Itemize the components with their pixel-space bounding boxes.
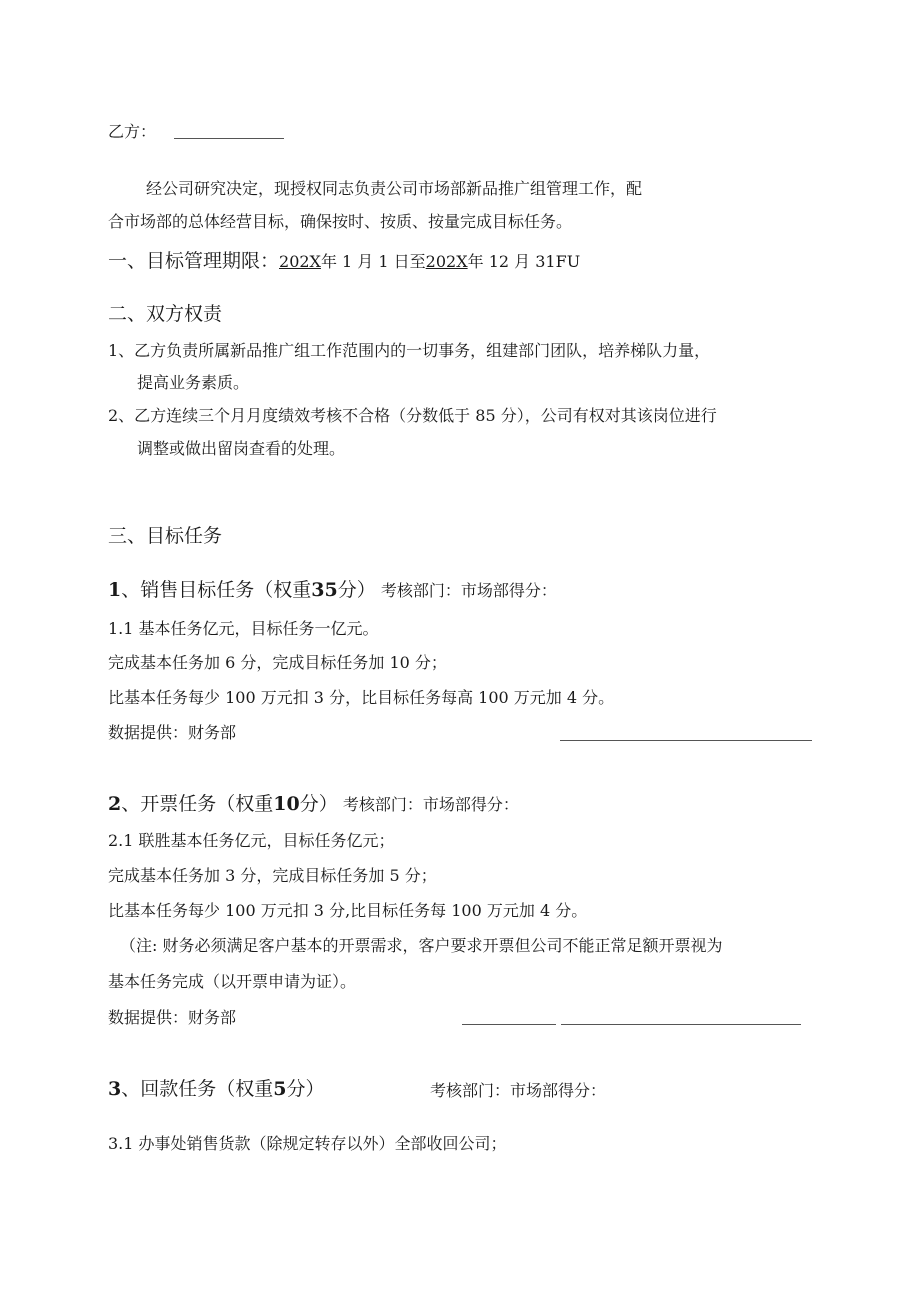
section1-year-end: 202X: [425, 252, 468, 271]
section1-heading: [108, 249, 580, 273]
party-b-label: 乙方：: [108, 122, 157, 141]
task1-line-3: 比基本任务每少 100 万元扣 3 分，比目标任务每高 100 万元加 4 分。: [108, 688, 615, 707]
section2-item1-line2: 提高业务素质。: [137, 373, 250, 392]
section3-heading: 三、目标任务: [108, 525, 223, 547]
party-b-blank: [174, 138, 284, 139]
task1-title: 、销售目标任务（权重: [121, 579, 312, 601]
task2-unit: 分）: [299, 793, 338, 815]
intro-line-2: 合市场部的总体经营目标，确保按时、按质、按量完成目标任务。: [108, 212, 573, 231]
task3-weight: 5: [273, 1078, 287, 1100]
section1-mid: 年 1 月 1 日至: [320, 252, 426, 271]
task3-heading: [108, 1077, 325, 1101]
intro-line-1: 经公司研究决定，现授权同志负责公司市场部新品推广组管理工作，配: [146, 179, 643, 198]
task2-signature-line-b: [561, 1024, 801, 1025]
section2-item2-line1: 2、乙方连续三个月月度绩效考核不合格（分数低于 85 分），公司有权对其该岗位进行: [108, 406, 717, 425]
task2-line-3: 比基本任务每少 100 万元扣 3 分,比目标任务每 100 万元加 4 分。: [108, 901, 588, 920]
section1-year-start: 202X: [279, 252, 321, 271]
task2-line-1: 2.1 联胜基本任务亿元，目标任务亿元；: [108, 831, 395, 850]
task1-unit: 分）: [337, 579, 376, 601]
section1-title: 一、目标管理期限：: [108, 250, 280, 272]
section2-item2-line2: 调整或做出留岗查看的处理。: [137, 439, 346, 458]
task1-line-2: 完成基本任务加 6 分，完成目标任务加 10 分；: [108, 653, 447, 672]
task1-dept: 考核部门：市场部得分：: [380, 581, 557, 600]
task3-num: 3: [108, 1078, 122, 1100]
task2-note-2: 基本任务完成（以开票申请为证）。: [108, 972, 357, 991]
task2-weight: 10: [273, 793, 300, 815]
task2-heading: [108, 792, 519, 816]
task2-title: 、开票任务（权重: [121, 793, 274, 815]
task2-num: 2: [108, 793, 122, 815]
task3-unit: 分）: [286, 1078, 325, 1100]
section1-end: 年 12 月 31FU: [467, 252, 581, 271]
task1-weight: 35: [311, 579, 338, 601]
task1-num: 1: [108, 579, 122, 601]
task1-signature-line: [560, 740, 812, 741]
task2-signature-line-a: [462, 1024, 556, 1025]
task2-dept: 考核部门：市场部得分：: [342, 795, 519, 814]
task1-heading: [108, 578, 557, 602]
task3-title: 、回款任务（权重: [121, 1078, 274, 1100]
task1-data-source: 数据提供：财务部: [108, 723, 237, 742]
task3-line-1: 3.1 办事处销售货款（除规定转存以外）全部收回公司；: [108, 1134, 507, 1153]
task2-line-2: 完成基本任务加 3 分，完成目标任务加 5 分；: [108, 866, 437, 885]
task2-data-source: 数据提供：财务部: [108, 1008, 237, 1027]
section2-heading: 二、双方权责: [108, 303, 223, 325]
section2-item1-line1: 1、乙方负责所属新品推广组工作范围内的一切事务，组建部门团队，培养梯队力量，: [108, 341, 711, 360]
task1-line-1: 1.1 基本任务亿元，目标任务一亿元。: [108, 619, 379, 638]
task2-note-1: （注: 财务必须满足客户基本的开票需求，客户要求开票但公司不能正常足额开票视为: [120, 936, 723, 955]
task3-dept: 考核部门：市场部得分：: [430, 1081, 607, 1100]
